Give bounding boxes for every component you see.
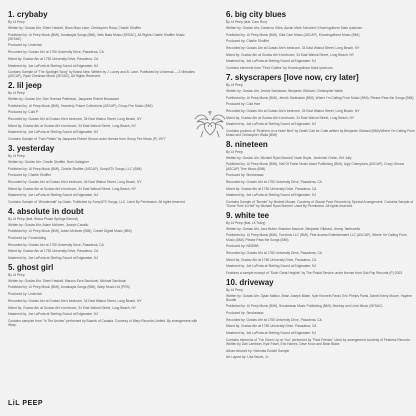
credit-line: Produced by: Smokeasac — [226, 311, 264, 316]
credit-line: Contains elements of "I've Given Up on You" performed by "Real Friends" Used by arrangement courtesy of Fearless Records. Written by Dan Lambton, Kyle Fasel, Eric Haines, Dave Knox and Brian Blake — [226, 337, 411, 346]
credit-line: Mastered by: Joe LaPorta at Sterling Sound at Edgewater, NJ — [8, 193, 98, 198]
track-entry — [8, 144, 198, 204]
credit-line: Produced by: NEDIBB — [226, 244, 259, 249]
album-credits — [226, 349, 416, 360]
credit-line: Published by: Lil Peep Music (BMI), Hall Of Fame Music Asset Publishing (BMI), Ugly Champions (ASCAP), Crazy Genius (ASCAP) Tree Music (BMI) — [226, 162, 405, 171]
track-entry — [8, 263, 198, 327]
credit-line: Produced by: Lederrick — [8, 292, 42, 297]
track-entry — [226, 211, 416, 275]
credit-line: Mixed by: Gustav Ahr at Gustav Ahr's bedroom, 34 East Walnut Street, Long Beach, NY — [8, 305, 137, 310]
credit-line: Album Artwork by: Nicholas Eusebi Sample — [226, 348, 290, 353]
credit-line: Mixed by: Gustav Ahr at Gustav Ahr's bedroom, 34 East Walnut Street, Long Beach, NY — [8, 123, 137, 128]
winged-heart-mascot-icon — [189, 103, 231, 145]
track-entry — [226, 73, 416, 137]
credit-line: Published by: Lil Peep Music (BMI), Killa Cam Music (ASCAP), Khomingothere Music (BMI) — [226, 32, 360, 37]
credit-line: Mastered by: Joe LaPorta at Sterling Sound at Edgewater, NJ — [8, 63, 98, 68]
credit-line: Produced by: Charlie Shuffler — [226, 39, 270, 44]
track-entry — [226, 10, 416, 70]
track-byline: By Lil Peep (feat. Cam Ron) — [226, 20, 268, 24]
track-byline: By Lil Peep — [8, 153, 25, 158]
track-byline: By Lil Peep — [226, 149, 243, 154]
credit-line: Written by: Gustav Ahr, Dan Terence Patterson, Jacquees Robert Broussard — [8, 97, 119, 101]
artist-logo: LiL PEEP — [8, 400, 43, 407]
track-title: 3. yesterday — [8, 143, 55, 153]
credit-line: Written by: Gustav Ahr, Jerrick Sarkissian, Benjamin Gibbard, Christopher Walla — [226, 88, 343, 93]
credit-line: Mixed by: Gustav Ahr at 1750 University Drive, Pasadena, CA — [226, 324, 317, 329]
track-title: 4. absolute in doubt — [8, 206, 84, 216]
credit-line: Mastered by: Joe LaPorta at Sterling Sound at Edgewater, NJ — [8, 312, 98, 317]
credit-line: Mastered by: Joe LaPorta at Sterling Sound at Edgewater, NJ — [226, 193, 316, 198]
credit-line: Mastered by: Joe LaPorta at Sterling Sound at Edgewater, NJ — [8, 130, 98, 135]
credit-line: Recorded by: Gustav Ahr at Gustav Ahr's bedroom, 34 East Walnut Street, Long Beach, NY — [8, 298, 142, 303]
track-title: 9. white tee — [226, 210, 270, 220]
track-byline: By Lil Peep — [8, 272, 25, 277]
credit-line: Contains portions of "Brothers on a Hotel Bed" by Death Cab for Cutie written by Benjamin Gibbard (BMI)/Where I'm Calling From Music and Christopher Walla (BMI) — [226, 128, 415, 138]
credit-line: Produced by: Cold P — [8, 110, 39, 115]
right-column — [226, 10, 416, 362]
credit-line: Written by: Gustav Ahr, Cameron Giles, Austin Mark Schubert, Khomingothere Mark Ipseivum — [226, 26, 363, 30]
credit-line: Published by: Lil Peep Music (BMI), Annakayla Songs (BMI), Nels Bass Music (SESAC), All Rights Charlie Shuffler Music (SESAC) — [8, 32, 185, 41]
track-title: 2. lil jeep — [8, 81, 42, 90]
credit-line: Contains elements from "Tired Gullies" by Khomingothere Mark Ipseivum — [226, 66, 333, 71]
credit-line: Written by: Gustav Ahr, Charlie Shuffler, Noel Gallagher — [8, 159, 89, 164]
credit-line: Art Layout by: Lisa Wuzin, Jr. — [226, 355, 269, 360]
credit-line: Contains samples from "In The Arches" performed by Boards of Canada. Courtesy of Warp Records Limited. By arrangement with Warp. — [8, 318, 198, 327]
credit-line: Contains Sample of "Twin Petals" by Jacquees Robert Stroud under license from Group Fire Music (P) 1977 — [8, 137, 166, 142]
track-entry — [226, 140, 416, 208]
credit-line: Produced by: Foxwedding — [8, 236, 47, 240]
track-byline: By Lil Peep — [8, 91, 25, 95]
track-title: 1. crybaby — [8, 10, 48, 19]
credit-line: Published by: Lil Peep Music (BMI), Charlie Shuffler (ASCAP), Sony/ATV Songs, LLC (BMI) — [8, 166, 142, 171]
track-byline: By Lil Peep (feat. Wicca Phase Springs Eternal) — [8, 216, 78, 221]
credit-line: Recorded by: Gustav Ahr at 1750 University Drive, Pasadena, CA — [8, 50, 104, 55]
credit-line: Mixed by: Gustav Ahr at 1750 University Drive, Pasadena, CA — [8, 249, 99, 254]
track-byline: By Lil Peep (feat. Lil Tracy) — [226, 220, 266, 225]
credit-line: Published by: Lil Peep Music (BMI), Smokeasac Music Publishing (BMI), Monkey and Lime Music (SESAC) — [226, 304, 383, 309]
credit-line: Mixed by: Gustav Ahr at 1750 University Drive, Pasadena, CA — [226, 257, 317, 262]
left-column — [8, 10, 198, 330]
credit-line: Written by: Gustav Ahr, Adam McIlwee, Joseph Cavallo — [8, 222, 89, 227]
credit-line: Mastered by: Joe LaPorta at Sterling Sound at Edgewater, NJ — [226, 59, 316, 64]
credit-line: Written by: Gustav Ahr, Sherri Haskell, Marcus Ezra Sandoval, Michael Sandoval — [8, 278, 126, 283]
track-byline: By Lil Peep — [8, 20, 25, 24]
credit-line: Written by: Gustav Ahr, Dylan Mattox, Brian Joseph Blake, Kyle Kenneth Fasel, Eric Phelps Parisi, Daniel Keely Moore, Hayden Boodie — [226, 293, 412, 302]
track-entry — [8, 10, 198, 78]
credit-line: Recorded by: Gustav Ahr at Gustav Ahr's bedroom, 34 East Walnut Street, Long Beach, NY — [8, 117, 142, 122]
credit-line: Published by: Lil Peep Music (BMI), Heavenly Future Collections (ASCAP), Group Fire Music (BMI) — [8, 103, 153, 108]
track-title: 5. ghost girl — [8, 262, 54, 272]
credit-line: Contains Sample of "Bonnie" by Modest Mouse. Courtesy of Glacial Pace Records by Special Arrangement. Contains Sample of "Some Time In Hell" by Michael Ryan Bonnell. Used By Permission. All rights reserved. — [226, 199, 414, 209]
credit-line: Recorded by: Gustav Ahr at 1750 University Drive, Pasadena, CA — [226, 179, 322, 184]
credit-line: Mastered by: Joe LaPorta at Sterling Sound at Edgewater, NJ — [226, 122, 316, 127]
credit-line: Produced by: Cold Hart — [226, 102, 261, 107]
credit-line: Mastered by: Joe LaPorta at Sterling Sound at Edgewater, NJ — [226, 331, 316, 336]
credit-line: Published by: Lil Peep Music (BMI), Jerrick Sarkissian (BMI), Where I'm Calling From Music (BMI), Please Pass the Songs (BMI) — [226, 95, 414, 100]
track-title: 6. big city blues — [226, 10, 287, 19]
credit-line: Contains Sample of "Wonderwall" by Oasis. Published by Sony/ATV Songs, LLC. Used By Permission. All rights reserved — [8, 199, 185, 204]
credit-line: Mixed by: Gustav Ahr at 1750 University Drive, Pasadena, CA — [8, 56, 99, 61]
credit-line: Mixed by: Gustav Ahr at Gustav Ahr's bedroom, 34 East Walnut Street, Long Beach, NY — [226, 115, 355, 120]
track-entry — [8, 207, 198, 261]
credit-line: Recorded by: Gustav Ahr at 1750 University Drive, Pasadena, CA — [8, 242, 104, 247]
credit-line: Recorded by: Gustav Ahr at 1750 University Drive, Pasadena, CA — [226, 250, 322, 255]
credit-line: Contains Sample of "The Spotlight Song" by Brand New. Written by J. Lacey and B. Lane. Published by Universal — Z Melodies (ASCAP), Ryan Cheshaw Music (SESAC), All Rights Reserved. — [8, 70, 195, 79]
track-byline: By Lil Peep — [226, 287, 243, 292]
track-title: 10. driveway — [226, 277, 274, 287]
credit-line: Published by: Lil Peep Music (BMI), Annakayla Songs (BMI), Warp Music Ltd (PRS) — [8, 285, 130, 290]
credit-line: Recorded by: Gustav Ahr at 1750 University Drive, Pasadena, CA — [226, 317, 322, 322]
credit-line: Recorded by: Gustav Ahr at Gustav Ahr's bedroom, 34 East Walnut Street, Long Beach, NY — [8, 179, 142, 184]
track-entry — [8, 81, 198, 141]
credit-line: Written by: Gustav Ahr, Sherri Haskell, Brian Marc Lane, Christopher Rosa, Charlie Shuffler — [8, 26, 142, 30]
credit-line: Produced by: Lederrick — [8, 43, 42, 48]
credit-line: Recorded by: Gustav Ahr at Gustav Ahr's bedroom, 34 East Walnut Street, Long Beach, NY — [226, 108, 360, 113]
track-entry — [226, 278, 416, 346]
credit-line: Produced by: Charlie Shuffler — [8, 173, 52, 178]
credit-line: Mixed by: Gustav Ahr at Gustav Ahr's bedroom, 34 East Walnut Street, Long Beach, NY — [8, 186, 137, 191]
track-byline: By Lil Peep — [226, 82, 243, 87]
credit-line: Recorded by: Gustav Ahr at Gustav Ahr's bedroom, 34 East Walnut Street, Long Beach, NY — [226, 46, 360, 51]
credit-line: Features a sample excerpt of "Such Great Heights" by The Postal Service under license from Sub Pop Records (P) 2003 — [226, 270, 403, 275]
track-title: 8. nineteen — [226, 139, 268, 149]
credit-line: Mixed by: Gustav Ahr at 1750 University Drive, Pasadena, CA — [226, 186, 317, 191]
credit-line: Published by: Lil Peep Music (BMI), Tonobnic LLC (BMI), First Access Entertainment LLC (ASCAP), Where I'm Calling From Music (BMI), Please Pass the Songs (BMI) — [226, 233, 407, 242]
credit-line: Written by: Gustav Ahr, Michael Ryan Bonnell, Noah Boyle, Jemichah Green, Kirt Jolly — [226, 155, 352, 160]
track-title: 7. skyscrapers [love now, cry later] — [226, 72, 359, 82]
credit-line: Produced by: Smokeasac — [226, 173, 264, 178]
credit-line: Mastered by: Joe LaPorta at Sterling Sound at Edgewater, NJ — [226, 264, 316, 269]
credit-line: Written by: Gustav Ahr, Jazz Butler, Brandon Maclure, Benjamin Gibbard, Jimmy Tamborello — [226, 226, 361, 231]
credit-line: Mastered by: Joe LaPorta at Sterling Sound at Edgewater, NJ — [8, 256, 98, 261]
credit-line: Published by: Lil Peep Music (BMI), Adam McIlwee (BMI), Create Digital Music (BMI) — [8, 229, 132, 234]
credit-line: Mixed by: Gustav Ahr at Gustav Ahr's bedroom, 34 East Walnut Street, Long Beach, NY — [226, 52, 355, 57]
